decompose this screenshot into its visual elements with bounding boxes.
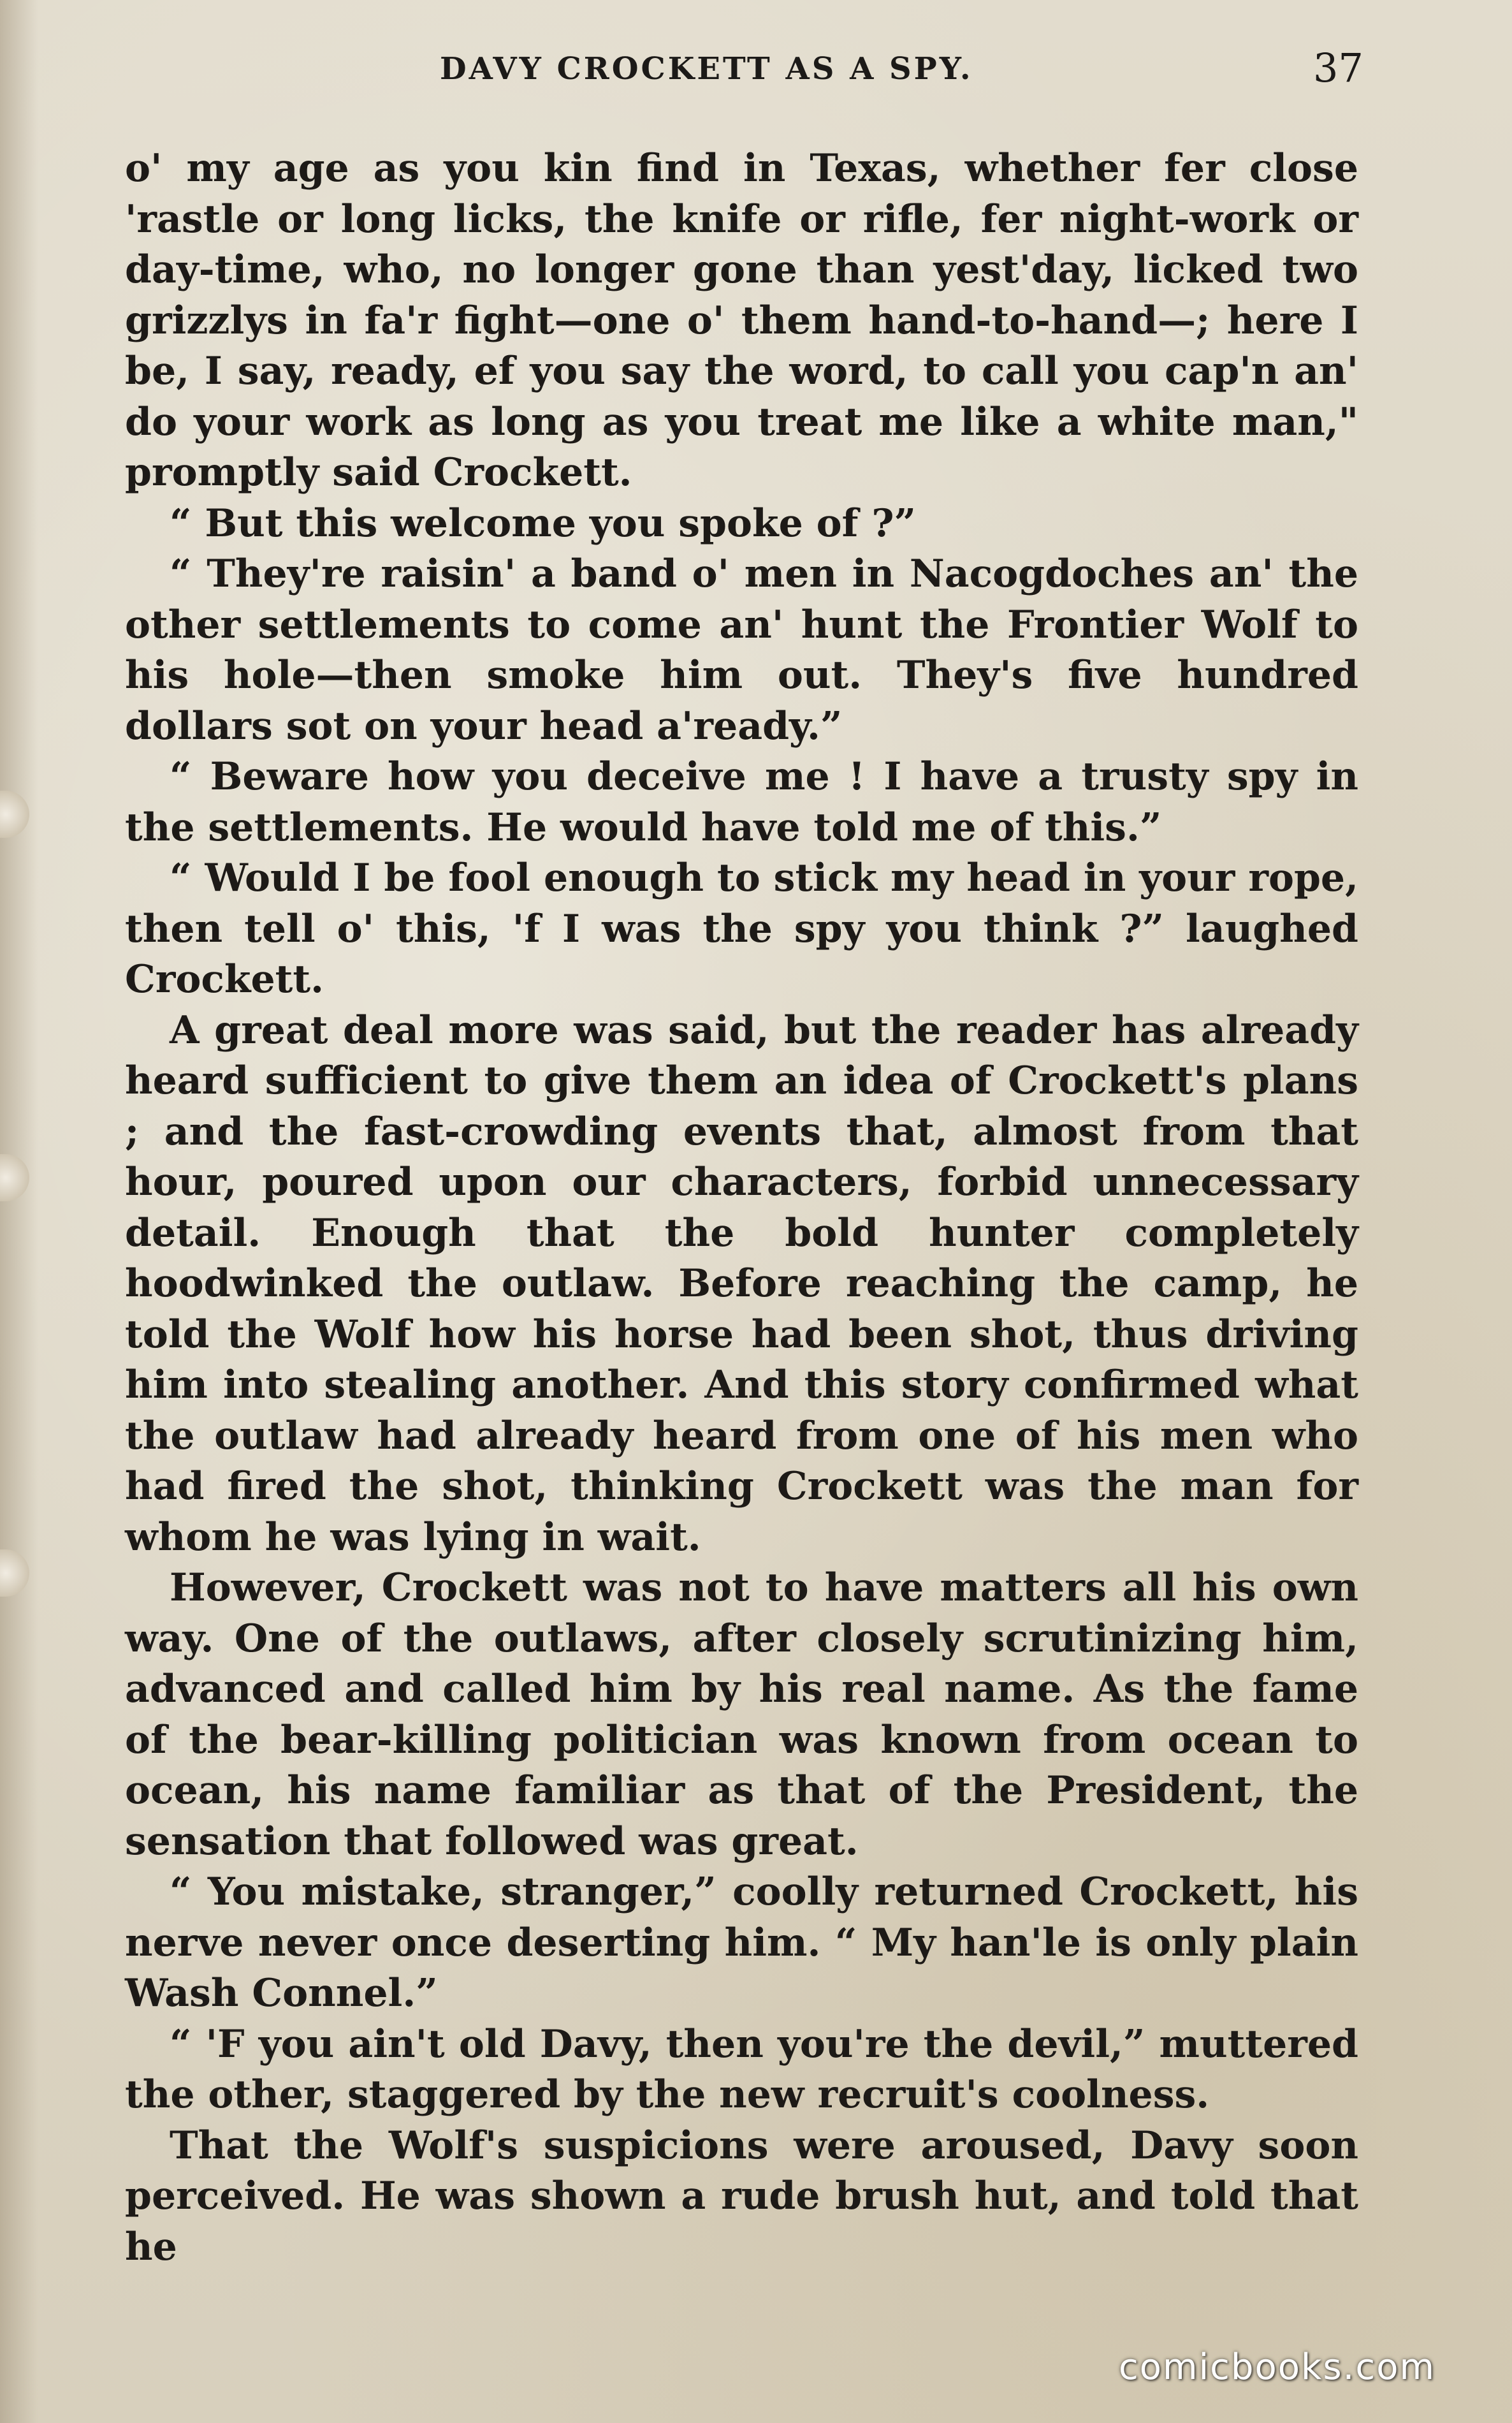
paragraph: “ But this welcome you spoke of ?” [170,501,917,546]
paragraph: However, Crockett was not to have matters all his own way. One of the outlaws, after closely scrutinizing him, advanced and called him by his real name. As the fame of the bear-killing politician was known from ocean to ocean, his name familiar as that of the President, the sensation that followed was great. [125,1565,1358,1864]
watermark: comicbooks.com [1119,2346,1436,2388]
paragraph: “ 'F you ain't old Davy, then you're the devil,” muttered the other, staggered by the new recruit's coolness. [125,2021,1358,2117]
running-head [0,45,1512,91]
paragraph: A great deal more was said, but the reader has already heard sufficient to give them an idea of Crockett's plans ; and the fast-crowding events that, almost from that hour, poured upon our characters, forbid unnecessary detail. Enough that the bold hunter completely hoodwinked the outlaw. Before reaching the camp, he told the Wolf how his horse had been shot, thus driving him into stealing another. And this story confirmed what the outlaw had already heard from one of his men who had fired the shot, thinking Crockett was the man for whom he was lying in wait. [125,1007,1358,1560]
body-text [125,143,1358,2273]
paragraph: o' my age as you kin find in Texas, whether fer close 'rastle or long licks, the knife or rifle, fer night-work or day-time, who, no longer gone than yest'day, licked two grizzlys in fa'r fight—one o' them hand-to-hand—; here I be, I say, ready, ef you say the word, to call you cap'n an' do your work as long as you treat me like a white man," promptly said Crockett. [125,146,1358,495]
paragraph: That the Wolf's suspicions were aroused, Davy soon perceived. He was shown a rude brush hut, and told that he [125,2123,1358,2269]
paragraph: “ Beware how you deceive me ! I have a trusty spy in the settlements. He would have told me of this.” [125,754,1358,850]
page-number: 37 [1313,45,1363,91]
running-title: DAVY CROCKETT AS A SPY. [440,51,973,87]
page-edge-shadow [0,0,38,2423]
paragraph: “ Would I be fool enough to stick my head in your rope, then tell o' this, 'f I was the spy you think ?” laughed Crockett. [125,856,1358,1002]
paragraph: “ You mistake, stranger,” coolly returned Crockett, his nerve never once deserting him. “ My han'le is only plain Wash Connel.” [125,1870,1358,2016]
paragraph: “ They're raisin' a band o' men in Nacogdoches an' the other settlements to come an' hunt the Frontier Wolf to his hole—then smoke him out. They's five hundred dollars sot on your head a'ready.” [125,552,1358,749]
